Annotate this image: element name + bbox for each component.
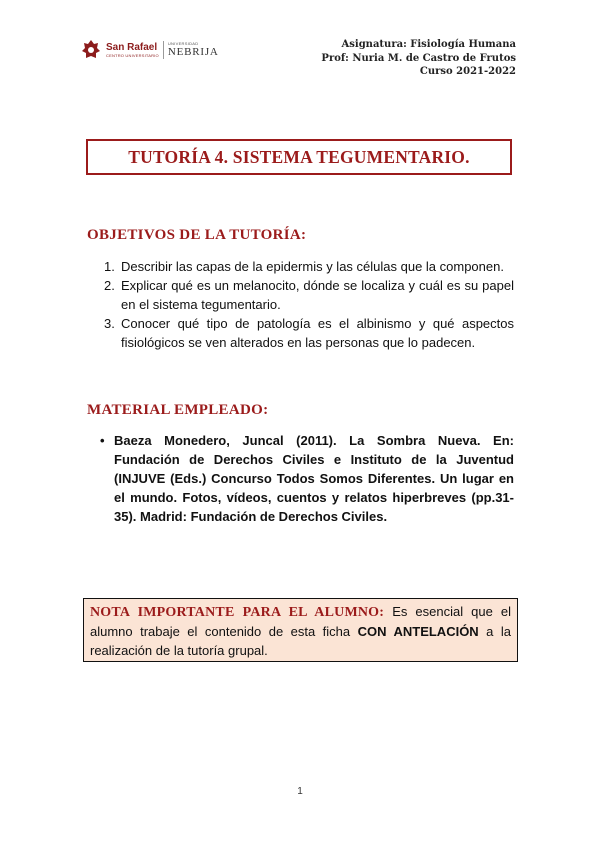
logo-divider	[163, 41, 164, 59]
important-note	[90, 602, 511, 660]
objective-item	[101, 257, 514, 276]
header-professor: Prof: Nuria M. de Castro de Frutos	[321, 52, 516, 64]
header-subject: Asignatura: Fisiología Humana	[341, 39, 516, 50]
header-info	[321, 38, 516, 79]
objective-number: 3.	[104, 316, 115, 331]
objective-text: Explicar qué es un melanocito, dónde se localiza y cuál es su papel en el sistema tegumentario.	[121, 278, 514, 312]
header-course: Curso 2021-2022	[419, 66, 516, 77]
note-lead: NOTA IMPORTANTE PARA EL ALUMNO:	[90, 605, 385, 620]
crest-icon	[80, 39, 102, 61]
materials-list	[100, 431, 514, 526]
objective-item	[101, 314, 514, 352]
logo-san-rafael	[106, 43, 159, 58]
document-title: TUTORÍA 4. SISTEMA TEGUMENTARIO.	[128, 146, 470, 167]
objective-item	[101, 276, 514, 314]
important-note-box	[83, 598, 518, 662]
objective-number: 1.	[104, 259, 115, 274]
note-text-1: Es esencial que el alumno trabaje el contenido de esta ficha	[90, 604, 512, 639]
logo-nebrija-name: NEBRIJA	[167, 46, 219, 58]
logo-san-rafael-name: San Rafael	[106, 41, 158, 53]
material-item	[100, 431, 514, 526]
objective-text: Describir las capas de la epidermis y las células que la componen.	[121, 259, 504, 274]
objective-text: Conocer qué tipo de patología es el albinismo y qué aspectos fisiológicos se ven alterados en las personas que lo padecen.	[121, 316, 514, 350]
objectives-heading: OBJETIVOS DE LA TUTORÍA:	[87, 227, 307, 243]
header-logo	[80, 38, 219, 62]
bullet-icon: •	[100, 433, 105, 448]
logo-san-rafael-sub: CENTRO UNIVERSITARIO	[106, 52, 159, 58]
material-text: Baeza Monedero, Juncal (2011). La Sombra Nueva. En: Fundación de Derechos Civiles e Instituto de la Juventud (INJUVE (Eds.) Concurso Todos Somos Diferentes. Un lugar en el mundo. Fotos, vídeos, cuentos y relatos hiperbreves (pp.31-35). Madrid: Fundación de Derechos Civiles.	[114, 433, 514, 524]
objectives-list	[101, 257, 514, 352]
logo-nebrija-sub: UNIVERSIDAD	[167, 41, 199, 46]
logo-nebrija	[168, 42, 219, 58]
page-number: 1	[297, 786, 303, 797]
document-title-box	[86, 139, 512, 175]
note-strong: CON ANTELACIÓN	[357, 624, 479, 639]
note-text-2: a la realización de la tutoría grupal.	[90, 624, 511, 658]
objective-number: 2.	[104, 278, 115, 293]
materials-heading: MATERIAL EMPLEADO:	[87, 402, 269, 418]
